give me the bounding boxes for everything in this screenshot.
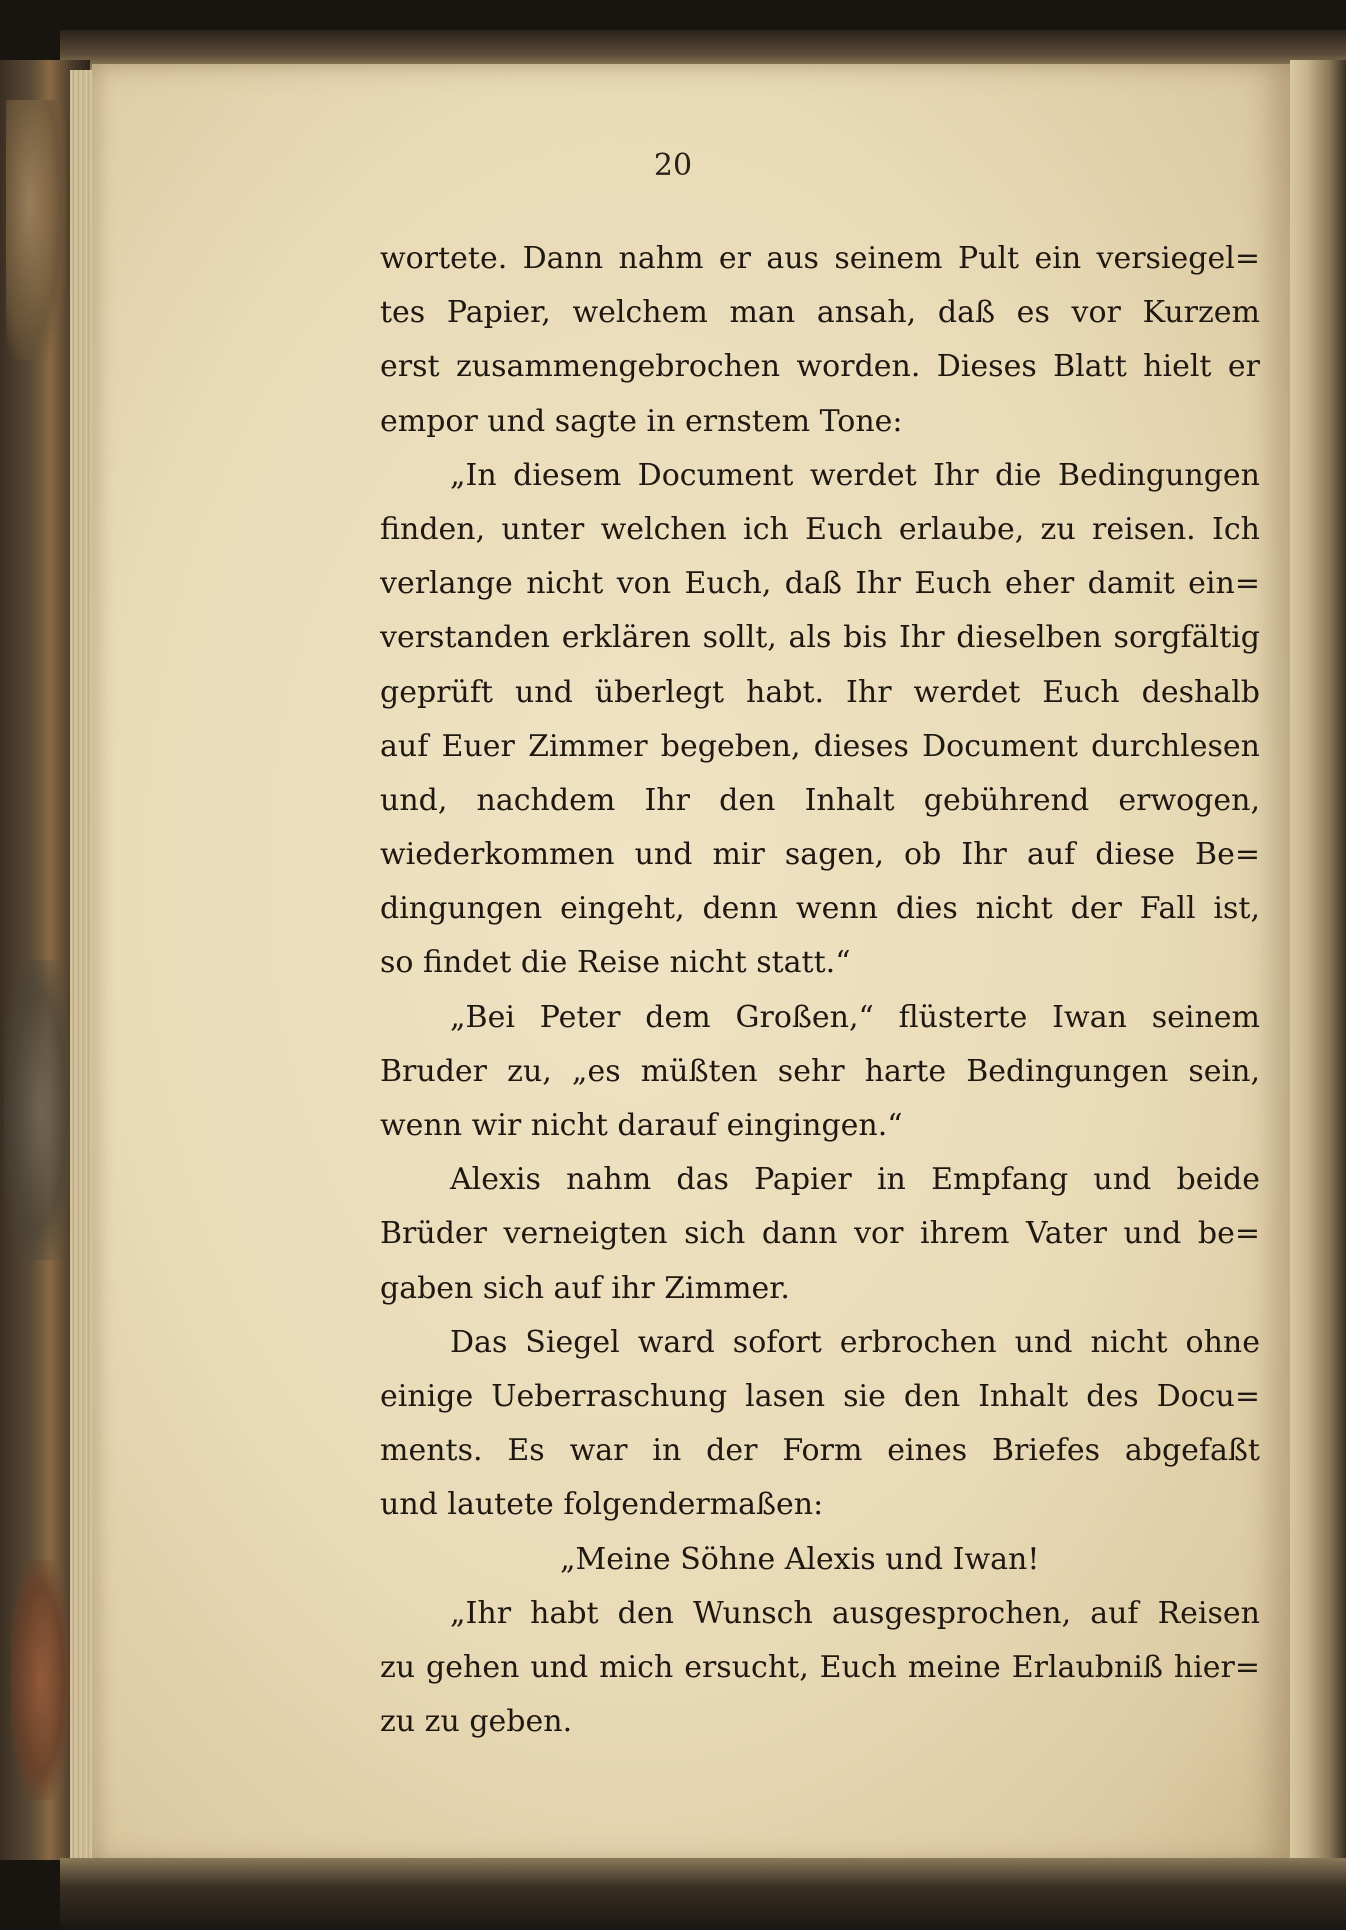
text-line: wiederkommen und mir sagen, ob Ihr auf diese Be= — [380, 837, 1260, 873]
page-number: 20 — [653, 148, 693, 183]
text-line: wortete. Dann nahm er aus seinem Pult ein versiegel= — [380, 241, 1260, 276]
page-text — [380, 232, 1260, 1749]
text-line: „In diesem Document werdet Ihr die Bedingungen — [450, 457, 1260, 493]
text-line: zu gehen und mich ersucht, Euch meine Erlaubniß hier= — [380, 1649, 1260, 1685]
text-line: und lautete folgendermaßen: — [380, 1487, 824, 1523]
text-line: finden, unter welchen ich Euch erlaube, zu reisen. Ich — [380, 511, 1260, 547]
text-line: auf Euer Zimmer begeben, dieses Document durchlesen — [380, 728, 1260, 764]
text-line: Bruder zu, „es müßten sehr harte Bedingungen sein, — [380, 1053, 1260, 1089]
text-line: gaben sich auf ihr Zimmer. — [380, 1270, 790, 1306]
spine-wear — [10, 1560, 70, 1800]
text-line: verlange nicht von Euch, daß Ihr Euch eher damit ein= — [380, 566, 1260, 602]
page-fold — [1290, 60, 1346, 1870]
text-line: wenn wir nicht darauf eingingen.“ — [380, 1108, 903, 1143]
text-line: einige Ueberraschung lasen sie den Inhalt des Docu= — [380, 1378, 1260, 1414]
text-line: Alexis nahm das Papier in Empfang und beide — [450, 1162, 1260, 1198]
text-line: und, nachdem Ihr den Inhalt gebührend erwogen, — [380, 782, 1260, 818]
text-line: geprüft und überlegt habt. Ihr werdet Euch deshalb — [380, 674, 1260, 710]
text-line: erst zusammengebrochen worden. Dieses Blatt hielt er — [380, 349, 1260, 385]
text-line: so findet die Reise nicht statt.“ — [380, 945, 851, 981]
text-line: „Meine Söhne Alexis und Iwan! — [560, 1541, 1040, 1577]
spine-wear — [4, 960, 74, 1260]
text-line: „Bei Peter dem Großen,“ flüsterte Iwan seinem — [450, 999, 1260, 1035]
text-line: dingungen eingeht, denn wenn dies nicht der Fall ist, — [380, 891, 1260, 927]
text-line: empor und sagte in ernstem Tone: — [380, 403, 903, 439]
text-line: zu zu geben. — [380, 1704, 573, 1740]
text-line: Das Siegel ward sofort erbrochen und nicht ohne — [450, 1324, 1260, 1360]
text-line: tes Papier, welchem man ansah, daß es vor Kurzem — [380, 295, 1260, 331]
spine-wear — [6, 100, 66, 360]
text-line: verstanden erklären sollt, als bis Ihr dieselben sorgfältig — [380, 620, 1260, 656]
text-line: „Ihr habt den Wunsch ausgesprochen, auf Reisen — [450, 1595, 1260, 1631]
book-bottom-edge — [60, 1858, 1346, 1930]
text-line: Brüder verneigten sich dann vor ihrem Vater und be= — [380, 1216, 1260, 1252]
text-line: ments. Es war in der Form eines Briefes abgefaßt — [380, 1433, 1260, 1469]
